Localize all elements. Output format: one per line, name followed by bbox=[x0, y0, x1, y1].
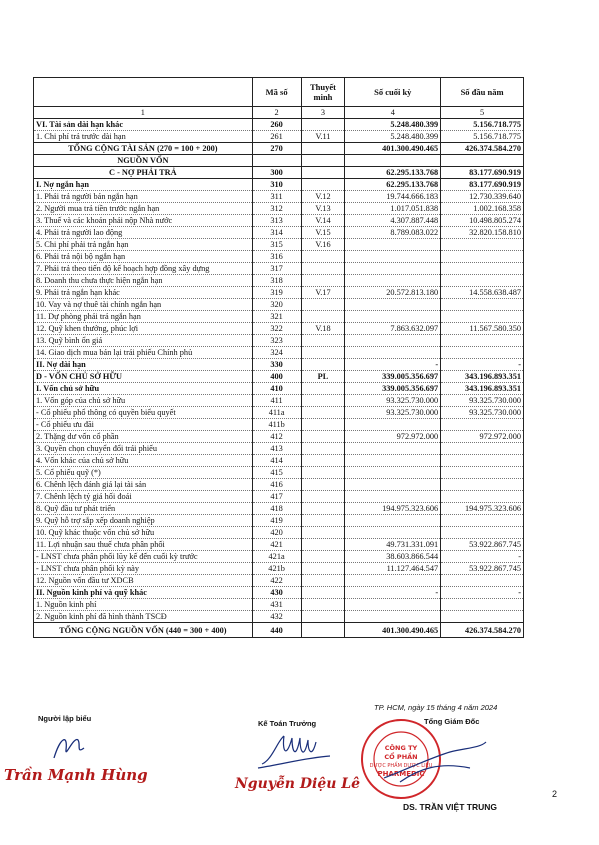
row-begin-value bbox=[441, 311, 524, 323]
row-begin-value: 426.374.584.270 bbox=[441, 623, 524, 638]
director-signature bbox=[380, 738, 490, 788]
row-end-value: 62.295.133.768 bbox=[345, 167, 441, 179]
row-end-value: 972.972.000 bbox=[345, 431, 441, 443]
row-note: V.15 bbox=[301, 227, 345, 239]
row-note bbox=[301, 443, 345, 455]
row-note bbox=[301, 419, 345, 431]
row-code: 310 bbox=[252, 179, 301, 191]
row-note bbox=[301, 539, 345, 551]
row-begin-value: 11.567.580.350 bbox=[441, 323, 524, 335]
row-label: TỔNG CỘNG TÀI SẢN (270 = 100 + 200) bbox=[34, 143, 253, 155]
row-code: 324 bbox=[252, 347, 301, 359]
row-begin-value: 972.972.000 bbox=[441, 431, 524, 443]
table-row bbox=[34, 599, 524, 611]
row-end-value bbox=[345, 275, 441, 287]
table-row bbox=[34, 143, 524, 155]
row-code: 421 bbox=[252, 539, 301, 551]
row-label: 1. Nguồn kinh phí bbox=[34, 599, 253, 611]
row-end-value bbox=[345, 335, 441, 347]
date-line: TP. HCM, ngày 15 tháng 4 năm 2024 bbox=[374, 703, 498, 712]
row-label: 7. Phải trả theo tiến độ kế hoạch hợp đồng xây dựng bbox=[34, 263, 253, 275]
row-label: 2. Nguồn kinh phí đã hình thành TSCĐ bbox=[34, 611, 253, 623]
row-note bbox=[301, 119, 345, 131]
table-row bbox=[34, 611, 524, 623]
table-row bbox=[34, 431, 524, 443]
row-note bbox=[301, 599, 345, 611]
row-label: 4. Vốn khác của chủ sở hữu bbox=[34, 455, 253, 467]
balance-sheet-table bbox=[33, 77, 524, 638]
row-end-value: 62.295.133.768 bbox=[345, 179, 441, 191]
row-note bbox=[301, 479, 345, 491]
column-number-row bbox=[34, 107, 524, 119]
row-label: 2. Người mua trả tiền trước ngắn hạn bbox=[34, 203, 253, 215]
row-code: 321 bbox=[252, 311, 301, 323]
row-label: 2. Thặng dư vốn cổ phần bbox=[34, 431, 253, 443]
table-row bbox=[34, 263, 524, 275]
row-begin-value bbox=[441, 251, 524, 263]
row-note: V.17 bbox=[301, 287, 345, 299]
row-label: 12. Nguồn vốn đầu tư XDCB bbox=[34, 575, 253, 587]
table-row bbox=[34, 575, 524, 587]
row-code: 418 bbox=[252, 503, 301, 515]
row-code: 422 bbox=[252, 575, 301, 587]
row-note bbox=[301, 587, 345, 599]
row-code: 315 bbox=[252, 239, 301, 251]
row-begin-value: 1.002.168.358 bbox=[441, 203, 524, 215]
row-note bbox=[301, 155, 345, 167]
row-note: V.13 bbox=[301, 203, 345, 215]
row-begin-value: 10.498.805.274 bbox=[441, 215, 524, 227]
row-end-value bbox=[345, 467, 441, 479]
row-note bbox=[301, 611, 345, 623]
row-code: 430 bbox=[252, 587, 301, 599]
row-note bbox=[301, 455, 345, 467]
row-label: 13. Quỹ bình ổn giá bbox=[34, 335, 253, 347]
director-title: Tổng Giám Đốc bbox=[424, 717, 480, 726]
row-end-value: 339.005.356.697 bbox=[345, 383, 441, 395]
row-note: PL bbox=[301, 371, 345, 383]
table-row bbox=[34, 179, 524, 191]
accountant-name: Nguyễn Diệu Lê bbox=[235, 776, 361, 792]
row-end-value bbox=[345, 251, 441, 263]
svg-text:PHARMEDIC: PHARMEDIC bbox=[377, 770, 425, 778]
row-begin-value: 194.975.323.606 bbox=[441, 503, 524, 515]
row-label: 4. Phải trả người lao động bbox=[34, 227, 253, 239]
row-note bbox=[301, 143, 345, 155]
row-begin-value bbox=[441, 275, 524, 287]
row-note bbox=[301, 527, 345, 539]
row-code: 415 bbox=[252, 467, 301, 479]
row-end-value bbox=[345, 479, 441, 491]
row-code: 311 bbox=[252, 191, 301, 203]
row-code: 421a bbox=[252, 551, 301, 563]
row-code: 411b bbox=[252, 419, 301, 431]
row-label: 10. Quỹ khác thuộc vốn chủ sở hữu bbox=[34, 527, 253, 539]
row-label: 3. Thuế và các khoản phải nộp Nhà nước bbox=[34, 215, 253, 227]
row-begin-value: 426.374.584.270 bbox=[441, 143, 524, 155]
row-begin-value bbox=[441, 419, 524, 431]
row-begin-value bbox=[441, 479, 524, 491]
row-label: 3. Quyền chọn chuyển đổi trái phiếu bbox=[34, 443, 253, 455]
row-end-value: 1.017.051.838 bbox=[345, 203, 441, 215]
row-label: 5. Chi phí phải trả ngắn hạn bbox=[34, 239, 253, 251]
row-label: 7. Chênh lệch tỷ giá hối đoái bbox=[34, 491, 253, 503]
row-label: I. Nợ ngắn hạn bbox=[34, 179, 253, 191]
row-begin-value bbox=[441, 335, 524, 347]
table-row bbox=[34, 359, 524, 371]
header-end-period: Số cuối kỳ bbox=[345, 78, 441, 107]
row-end-value: 339.005.356.697 bbox=[345, 371, 441, 383]
row-note: V.18 bbox=[301, 323, 345, 335]
row-code: 440 bbox=[252, 623, 301, 638]
row-note bbox=[301, 335, 345, 347]
row-label: VI. Tài sản dài hạn khác bbox=[34, 119, 253, 131]
row-code: 410 bbox=[252, 383, 301, 395]
row-end-value bbox=[345, 575, 441, 587]
row-begin-value bbox=[441, 455, 524, 467]
row-begin-value bbox=[441, 515, 524, 527]
row-note bbox=[301, 491, 345, 503]
row-code: 413 bbox=[252, 443, 301, 455]
accountant-signature bbox=[254, 730, 334, 772]
row-begin-value: 93.325.730.000 bbox=[441, 395, 524, 407]
row-begin-value: - bbox=[441, 551, 524, 563]
table-row bbox=[34, 131, 524, 143]
table-row bbox=[34, 227, 524, 239]
table-row bbox=[34, 515, 524, 527]
row-code: 411 bbox=[252, 395, 301, 407]
row-code: 420 bbox=[252, 527, 301, 539]
row-end-value bbox=[345, 263, 441, 275]
row-label: - LNST chưa phân phối kỳ này bbox=[34, 563, 253, 575]
row-begin-value: 14.558.638.487 bbox=[441, 287, 524, 299]
row-begin-value: 83.177.690.919 bbox=[441, 179, 524, 191]
accountant-title: Kế Toán Trưởng bbox=[258, 719, 317, 728]
row-label: - Cổ phiếu phổ thông có quyền biểu quyết bbox=[34, 407, 253, 419]
row-label: II. Nợ dài hạn bbox=[34, 359, 253, 371]
row-code: 417 bbox=[252, 491, 301, 503]
row-end-value: 93.325.730.000 bbox=[345, 395, 441, 407]
row-label: 10. Vay và nợ thuê tài chính ngắn hạn bbox=[34, 299, 253, 311]
preparer-title: Người lập biểu bbox=[38, 714, 92, 723]
row-end-value bbox=[345, 443, 441, 455]
row-code: 431 bbox=[252, 599, 301, 611]
row-code: 260 bbox=[252, 119, 301, 131]
row-end-value bbox=[345, 611, 441, 623]
row-code: 419 bbox=[252, 515, 301, 527]
row-note bbox=[301, 179, 345, 191]
row-end-value: 19.744.666.183 bbox=[345, 191, 441, 203]
row-end-value: 401.300.490.465 bbox=[345, 143, 441, 155]
row-note bbox=[301, 467, 345, 479]
table-row bbox=[34, 395, 524, 407]
row-code: 414 bbox=[252, 455, 301, 467]
table-row bbox=[34, 287, 524, 299]
row-label: 1. Phải trả người bán ngắn hạn bbox=[34, 191, 253, 203]
row-begin-value bbox=[441, 575, 524, 587]
row-label: 11. Dự phòng phải trả ngắn hạn bbox=[34, 311, 253, 323]
row-note: V.11 bbox=[301, 131, 345, 143]
row-end-value: 7.863.632.097 bbox=[345, 323, 441, 335]
table-row bbox=[34, 383, 524, 395]
row-end-value bbox=[345, 515, 441, 527]
row-begin-value bbox=[441, 611, 524, 623]
row-code: 270 bbox=[252, 143, 301, 155]
row-note bbox=[301, 515, 345, 527]
table-row bbox=[34, 419, 524, 431]
table-row bbox=[34, 311, 524, 323]
row-code: 313 bbox=[252, 215, 301, 227]
row-note bbox=[301, 299, 345, 311]
row-code: 421b bbox=[252, 563, 301, 575]
row-begin-value: 5.156.718.775 bbox=[441, 131, 524, 143]
row-begin-value bbox=[441, 263, 524, 275]
table-row bbox=[34, 527, 524, 539]
row-code: 320 bbox=[252, 299, 301, 311]
row-label: - Cổ phiếu ưu đãi bbox=[34, 419, 253, 431]
table-row bbox=[34, 275, 524, 287]
table-row bbox=[34, 587, 524, 599]
header-begin-year: Số đầu năm bbox=[441, 78, 524, 107]
row-end-value: - bbox=[345, 587, 441, 599]
row-begin-value: 93.325.730.000 bbox=[441, 407, 524, 419]
row-code: 323 bbox=[252, 335, 301, 347]
column-number: 1 bbox=[34, 107, 253, 119]
row-label: 1. Vốn góp của chủ sở hữu bbox=[34, 395, 253, 407]
row-label: 6. Phải trả nội bộ ngắn hạn bbox=[34, 251, 253, 263]
row-end-value bbox=[345, 527, 441, 539]
table-row bbox=[34, 467, 524, 479]
row-code: 300 bbox=[252, 167, 301, 179]
row-note bbox=[301, 251, 345, 263]
row-end-value: 5.248.480.399 bbox=[345, 119, 441, 131]
row-begin-value bbox=[441, 155, 524, 167]
row-note bbox=[301, 503, 345, 515]
row-code: 412 bbox=[252, 431, 301, 443]
svg-text:CỔ PHẦN: CỔ PHẦN bbox=[384, 753, 418, 761]
row-code: 330 bbox=[252, 359, 301, 371]
row-code: 432 bbox=[252, 611, 301, 623]
table-row bbox=[34, 323, 524, 335]
row-end-value bbox=[345, 419, 441, 431]
row-end-value bbox=[345, 347, 441, 359]
row-end-value: 38.603.866.544 bbox=[345, 551, 441, 563]
row-end-value: 194.975.323.606 bbox=[345, 503, 441, 515]
table-row bbox=[34, 407, 524, 419]
row-code: 312 bbox=[252, 203, 301, 215]
row-label: II. Nguồn kinh phí và quỹ khác bbox=[34, 587, 253, 599]
column-number: 3 bbox=[301, 107, 345, 119]
row-label: 8. Doanh thu chưa thực hiện ngắn hạn bbox=[34, 275, 253, 287]
table-row bbox=[34, 551, 524, 563]
row-code bbox=[252, 155, 301, 167]
row-begin-value: 5.156.718.775 bbox=[441, 119, 524, 131]
row-begin-value bbox=[441, 239, 524, 251]
header-item bbox=[34, 78, 253, 107]
director-name: DS. TRẦN VIỆT TRUNG bbox=[403, 802, 497, 812]
table-row bbox=[34, 491, 524, 503]
row-code: 316 bbox=[252, 251, 301, 263]
row-note bbox=[301, 263, 345, 275]
table-row bbox=[34, 299, 524, 311]
table-row bbox=[34, 155, 524, 167]
row-end-value bbox=[345, 299, 441, 311]
row-label: NGUỒN VỐN bbox=[34, 155, 253, 167]
table-row bbox=[34, 347, 524, 359]
row-note bbox=[301, 623, 345, 638]
row-code: 416 bbox=[252, 479, 301, 491]
table-row bbox=[34, 191, 524, 203]
row-note bbox=[301, 359, 345, 371]
row-end-value: 20.572.813.180 bbox=[345, 287, 441, 299]
table-row bbox=[34, 371, 524, 383]
row-label: C - NỢ PHẢI TRẢ bbox=[34, 167, 253, 179]
preparer-signature bbox=[48, 728, 88, 764]
row-end-value bbox=[345, 491, 441, 503]
row-begin-value: 32.820.158.810 bbox=[441, 227, 524, 239]
row-end-value: 49.731.331.091 bbox=[345, 539, 441, 551]
table-row bbox=[34, 503, 524, 515]
row-begin-value: 12.730.339.640 bbox=[441, 191, 524, 203]
row-code: 400 bbox=[252, 371, 301, 383]
row-end-value bbox=[345, 155, 441, 167]
row-end-value: - bbox=[345, 359, 441, 371]
row-begin-value: - bbox=[441, 587, 524, 599]
row-begin-value: - bbox=[441, 359, 524, 371]
table-row bbox=[34, 239, 524, 251]
table-row bbox=[34, 203, 524, 215]
row-note bbox=[301, 311, 345, 323]
row-begin-value: 83.177.690.919 bbox=[441, 167, 524, 179]
row-label: 6. Chênh lệch đánh giá lại tài sản bbox=[34, 479, 253, 491]
row-end-value bbox=[345, 599, 441, 611]
column-number: 4 bbox=[345, 107, 441, 119]
row-note: V.12 bbox=[301, 191, 345, 203]
table-row bbox=[34, 443, 524, 455]
row-begin-value bbox=[441, 443, 524, 455]
table-row bbox=[34, 119, 524, 131]
table-row bbox=[34, 215, 524, 227]
table-row bbox=[34, 455, 524, 467]
row-label: 9. Quỹ hỗ trợ sắp xếp doanh nghiệp bbox=[34, 515, 253, 527]
row-code: 411a bbox=[252, 407, 301, 419]
table-row bbox=[34, 623, 524, 638]
row-begin-value: 343.196.893.351 bbox=[441, 383, 524, 395]
row-label: TỔNG CỘNG NGUỒN VỐN (440 = 300 + 400) bbox=[34, 623, 253, 638]
row-begin-value bbox=[441, 467, 524, 479]
row-label: 14. Giao dịch mua bán lại trái phiếu Chính phủ bbox=[34, 347, 253, 359]
row-note bbox=[301, 575, 345, 587]
row-label: I. Vốn chủ sở hữu bbox=[34, 383, 253, 395]
row-end-value bbox=[345, 239, 441, 251]
row-begin-value bbox=[441, 299, 524, 311]
row-end-value bbox=[345, 455, 441, 467]
row-begin-value: 343.196.893.351 bbox=[441, 371, 524, 383]
row-note bbox=[301, 347, 345, 359]
row-begin-value: 53.922.867.745 bbox=[441, 539, 524, 551]
table-row bbox=[34, 251, 524, 263]
row-note: V.14 bbox=[301, 215, 345, 227]
row-note bbox=[301, 551, 345, 563]
table-row bbox=[34, 335, 524, 347]
row-label: 8. Quỹ đầu tư phát triển bbox=[34, 503, 253, 515]
row-begin-value bbox=[441, 599, 524, 611]
row-code: 314 bbox=[252, 227, 301, 239]
table-row bbox=[34, 539, 524, 551]
column-number: 5 bbox=[441, 107, 524, 119]
row-begin-value bbox=[441, 527, 524, 539]
table-row bbox=[34, 167, 524, 179]
row-label: 11. Lợi nhuận sau thuế chưa phân phối bbox=[34, 539, 253, 551]
table-row bbox=[34, 563, 524, 575]
row-note bbox=[301, 383, 345, 395]
row-begin-value bbox=[441, 347, 524, 359]
column-number: 2 bbox=[252, 107, 301, 119]
row-note bbox=[301, 563, 345, 575]
row-label: 1. Chi phí trả trước dài hạn bbox=[34, 131, 253, 143]
row-begin-value bbox=[441, 491, 524, 503]
header-code: Mã số bbox=[252, 78, 301, 107]
row-label: - LNST chưa phân phối lũy kế đến cuối kỳ trước bbox=[34, 551, 253, 563]
row-code: 322 bbox=[252, 323, 301, 335]
row-label: 12. Quỹ khen thưởng, phúc lợi bbox=[34, 323, 253, 335]
row-end-value bbox=[345, 311, 441, 323]
row-note: V.16 bbox=[301, 239, 345, 251]
row-note bbox=[301, 431, 345, 443]
row-end-value: 401.300.490.465 bbox=[345, 623, 441, 638]
preparer-name: Trần Mạnh Hùng bbox=[4, 766, 148, 784]
row-note bbox=[301, 275, 345, 287]
row-end-value: 4.307.887.448 bbox=[345, 215, 441, 227]
row-end-value: 8.789.083.022 bbox=[345, 227, 441, 239]
row-end-value: 11.127.464.547 bbox=[345, 563, 441, 575]
table-row bbox=[34, 479, 524, 491]
header-note: Thuyết minh bbox=[301, 78, 345, 107]
row-end-value: 93.325.730.000 bbox=[345, 407, 441, 419]
row-note bbox=[301, 395, 345, 407]
row-label: D - VỐN CHỦ SỞ HỮU bbox=[34, 371, 253, 383]
svg-text:CÔNG TY: CÔNG TY bbox=[384, 744, 418, 752]
svg-text:DƯỢC PHẨM DƯỢC LIỆU: DƯỢC PHẨM DƯỢC LIỆU bbox=[369, 763, 433, 769]
row-note bbox=[301, 167, 345, 179]
row-begin-value: 53.922.867.745 bbox=[441, 563, 524, 575]
row-end-value: 5.248.480.399 bbox=[345, 131, 441, 143]
row-code: 318 bbox=[252, 275, 301, 287]
row-code: 261 bbox=[252, 131, 301, 143]
row-label: 9. Phải trả ngắn hạn khác bbox=[34, 287, 253, 299]
table-header-row bbox=[34, 78, 524, 107]
page-number: 2 bbox=[552, 789, 558, 799]
row-code: 319 bbox=[252, 287, 301, 299]
row-label: 5. Cổ phiếu quỹ (*) bbox=[34, 467, 253, 479]
row-code: 317 bbox=[252, 263, 301, 275]
row-note bbox=[301, 407, 345, 419]
